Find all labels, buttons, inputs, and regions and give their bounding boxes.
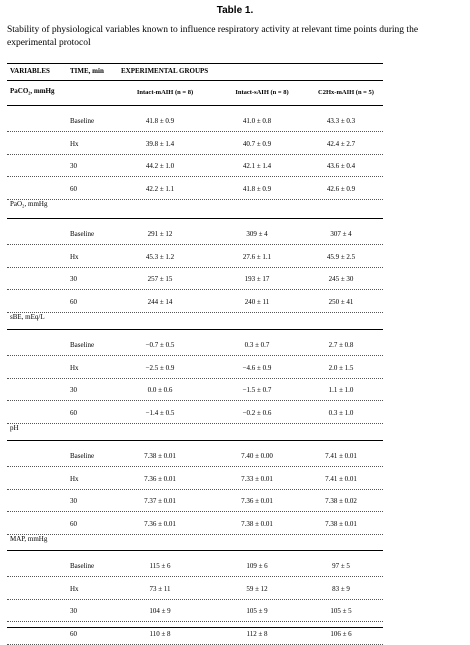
cell-intact-saih: 7.38 ± 0.01 xyxy=(241,519,273,528)
header-rule xyxy=(7,80,383,81)
row-time: Baseline xyxy=(70,230,95,238)
cell-c2hx-maih: 2.7 ± 0.8 xyxy=(328,341,354,349)
cell-c2hx-maih: 245 ± 30 xyxy=(328,275,354,283)
cell-c2hx-maih: 83 ± 9 xyxy=(332,584,350,593)
cell-intact-maih: 244 ± 14 xyxy=(147,297,173,306)
cell-intact-saih: −4.6 ± 0.9 xyxy=(242,363,272,372)
table-bottom-rule xyxy=(7,627,383,628)
cell-c2hx-maih: 7.41 ± 0.01 xyxy=(325,452,357,460)
cell-c2hx-maih: 7.38 ± 0.02 xyxy=(325,497,357,505)
row-rule xyxy=(7,199,383,200)
cell-c2hx-maih: 1.1 ± 1.0 xyxy=(328,386,354,394)
row-time: Baseline xyxy=(70,452,95,460)
row-rule xyxy=(7,267,383,268)
cell-c2hx-maih: 105 ± 5 xyxy=(330,607,352,615)
row-time: Hx xyxy=(70,474,79,483)
header-group-3: C2Hx-mAIH (n = 5) xyxy=(318,89,374,96)
cell-c2hx-maih: 2.0 ± 1.5 xyxy=(328,363,354,372)
cell-intact-maih: 115 ± 6 xyxy=(149,562,171,570)
row-rule xyxy=(7,621,383,622)
section-rule xyxy=(7,440,383,441)
cell-intact-maih: 7.36 ± 0.01 xyxy=(144,474,176,483)
cell-intact-maih: 45.3 ± 1.2 xyxy=(145,252,175,261)
cell-c2hx-maih: 42.6 ± 0.9 xyxy=(326,184,356,193)
cell-intact-maih: −0.7 ± 0.5 xyxy=(145,341,175,349)
row-time: 30 xyxy=(70,607,77,615)
row-rule xyxy=(7,599,383,600)
cell-c2hx-maih: 43.6 ± 0.4 xyxy=(326,162,356,170)
row-rule xyxy=(7,400,383,401)
cell-intact-maih: 0.0 ± 0.6 xyxy=(147,386,173,394)
cell-intact-maih: 7.38 ± 0.01 xyxy=(144,452,176,460)
cell-intact-saih: 109 ± 6 xyxy=(246,562,268,570)
cell-intact-saih: 27.6 ± 1.1 xyxy=(242,252,272,261)
variable-label: MAP, mmHg xyxy=(10,535,48,543)
cell-intact-maih: 291 ± 12 xyxy=(147,230,173,238)
cell-intact-saih: 309 ± 4 xyxy=(246,230,268,238)
row-time: Baseline xyxy=(70,341,95,349)
cell-intact-maih: 104 ± 9 xyxy=(149,607,171,615)
header-time: TIME, min xyxy=(70,67,104,75)
header-groups: EXPERIMENTAL GROUPS xyxy=(121,67,209,75)
row-time: 60 xyxy=(70,519,77,528)
cell-intact-maih: 7.37 ± 0.01 xyxy=(144,497,176,505)
row-rule xyxy=(7,511,383,512)
cell-c2hx-maih: 307 ± 4 xyxy=(330,230,352,238)
cell-intact-maih: 41.8 ± 0.9 xyxy=(145,117,175,125)
row-time: 30 xyxy=(70,386,77,394)
row-rule xyxy=(7,466,383,467)
row-rule xyxy=(7,154,383,155)
cell-intact-saih: 7.40 ± 0.00 xyxy=(241,452,273,460)
cell-intact-saih: 193 ± 17 xyxy=(244,275,270,283)
cell-c2hx-maih: 43.3 ± 0.3 xyxy=(326,117,356,125)
row-rule xyxy=(7,244,383,245)
row-rule xyxy=(7,176,383,177)
section-rule xyxy=(7,105,383,106)
row-time: 30 xyxy=(70,497,77,505)
row-time: 60 xyxy=(70,184,77,193)
row-rule xyxy=(7,423,383,424)
table-title: Table 1. xyxy=(216,5,254,16)
cell-intact-maih: 39.8 ± 1.4 xyxy=(145,139,175,148)
cell-intact-maih: 73 ± 11 xyxy=(149,584,171,593)
section-rule xyxy=(7,329,383,330)
row-rule xyxy=(7,489,383,490)
row-rule xyxy=(7,644,383,645)
row-rule xyxy=(7,312,383,313)
variable-label: PaCO₂, mmHg xyxy=(10,87,55,95)
cell-intact-saih: 41.0 ± 0.8 xyxy=(242,117,272,125)
cell-c2hx-maih: 7.38 ± 0.01 xyxy=(325,519,357,528)
section-rule xyxy=(7,218,383,219)
row-rule xyxy=(7,355,383,356)
section-rule xyxy=(7,550,383,551)
cell-intact-saih: 105 ± 9 xyxy=(246,607,268,615)
variable-label: pH xyxy=(10,424,19,432)
cell-intact-maih: 110 ± 8 xyxy=(149,629,171,638)
cell-intact-saih: 0.3 ± 0.7 xyxy=(244,341,270,349)
cell-c2hx-maih: 250 ± 41 xyxy=(328,297,354,306)
cell-intact-maih: 44.2 ± 1.0 xyxy=(145,162,175,170)
cell-intact-maih: 42.2 ± 1.1 xyxy=(145,184,175,193)
cell-c2hx-maih: 0.3 ± 1.0 xyxy=(328,408,354,417)
row-time: Hx xyxy=(70,139,79,148)
row-time: 60 xyxy=(70,408,77,417)
cell-intact-saih: 59 ± 12 xyxy=(246,584,268,593)
row-time: Baseline xyxy=(70,117,95,125)
row-time: Baseline xyxy=(70,562,95,570)
header-group-2: Intact-sAIH (n = 8) xyxy=(235,89,289,96)
table-top-rule xyxy=(7,63,383,64)
cell-intact-maih: 7.36 ± 0.01 xyxy=(144,519,176,528)
cell-intact-saih: 40.7 ± 0.9 xyxy=(242,139,272,148)
cell-intact-saih: −1.5 ± 0.7 xyxy=(242,386,272,394)
cell-intact-saih: 41.8 ± 0.9 xyxy=(242,184,272,193)
table-caption: Stability of physiological variables known to influence respiratory activity at relevant time points during the experimental protocol xyxy=(7,25,419,48)
cell-intact-saih: −0.2 ± 0.6 xyxy=(242,408,272,417)
cell-intact-saih: 240 ± 11 xyxy=(244,297,270,306)
cell-c2hx-maih: 42.4 ± 2.7 xyxy=(326,139,356,148)
cell-c2hx-maih: 45.9 ± 2.5 xyxy=(326,252,356,261)
row-rule xyxy=(7,131,383,132)
cell-intact-saih: 7.33 ± 0.01 xyxy=(241,474,273,483)
cell-c2hx-maih: 7.41 ± 0.01 xyxy=(325,474,357,483)
row-rule xyxy=(7,289,383,290)
cell-intact-saih: 112 ± 8 xyxy=(246,629,268,638)
variable-label: sBE, mEq/L xyxy=(10,313,45,321)
row-time: 30 xyxy=(70,275,77,283)
row-rule xyxy=(7,378,383,379)
row-time: 30 xyxy=(70,162,77,170)
header-variables: VARIABLES xyxy=(10,67,50,75)
cell-intact-maih: −2.5 ± 0.9 xyxy=(145,363,175,372)
variable-label: PaO₂, mmHg xyxy=(10,200,48,208)
row-time: Hx xyxy=(70,584,79,593)
row-rule xyxy=(7,534,383,535)
row-time: Hx xyxy=(70,363,79,372)
cell-c2hx-maih: 106 ± 6 xyxy=(330,629,352,638)
row-time: 60 xyxy=(70,629,77,638)
row-time: Hx xyxy=(70,252,79,261)
cell-intact-saih: 7.36 ± 0.01 xyxy=(241,497,273,505)
cell-intact-saih: 42.1 ± 1.4 xyxy=(242,162,272,170)
header-group-1: Intact-mAIH (n = 8) xyxy=(136,89,194,96)
cell-c2hx-maih: 97 ± 5 xyxy=(332,562,350,570)
cell-intact-maih: −1.4 ± 0.5 xyxy=(145,408,175,417)
cell-intact-maih: 257 ± 15 xyxy=(147,275,173,283)
row-rule xyxy=(7,576,383,577)
row-time: 60 xyxy=(70,297,77,306)
